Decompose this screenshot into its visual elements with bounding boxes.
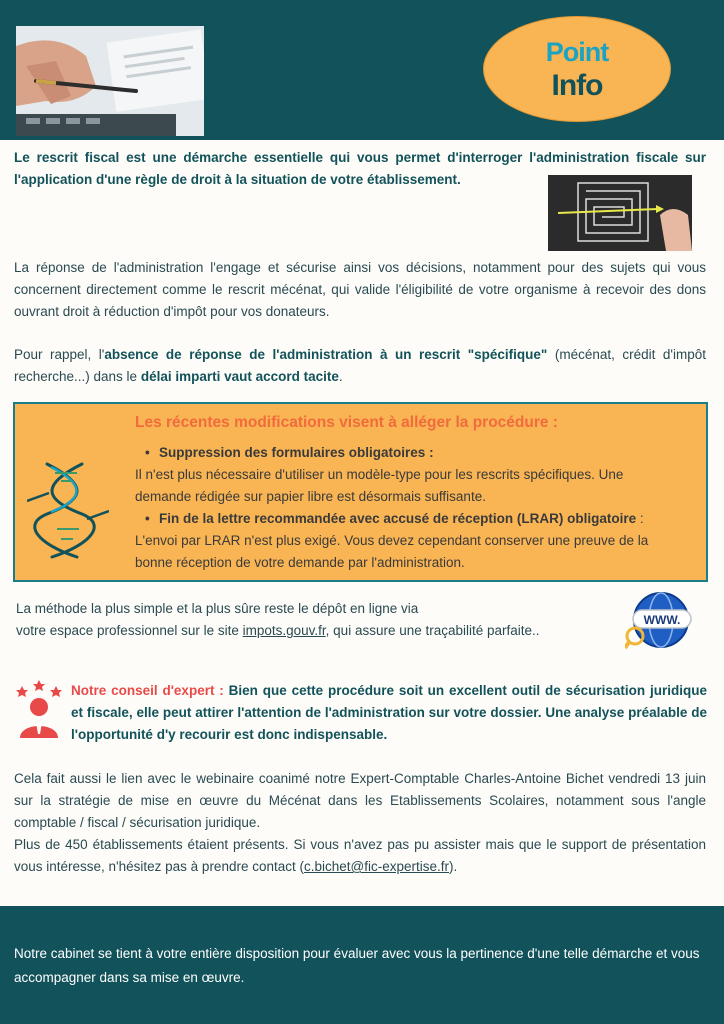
webinar-line-1: Cela fait aussi le lien avec le webinaire coanimé notre Expert-Comptable Charles-Antoine Bichet vendredi 13 juin sur la stratégie de mise en œuvre du Mécénat dans les Etablissements Scolaires, notamment sous l'angle comptable / fiscal / sécurisation juridique. bbox=[14, 771, 706, 830]
method-paragraph bbox=[16, 598, 616, 642]
box-item-2-text: L'envoi par LRAR n'est plus exigé. Vous devez cependant conserver une preuve de la bonne réception de votre demande par l'administration. bbox=[135, 533, 649, 570]
email-link[interactable]: c.bichet@fic-expertise.fr bbox=[304, 859, 449, 874]
header-photo bbox=[16, 26, 204, 136]
reminder-paragraph bbox=[14, 344, 706, 388]
method-line-1: La méthode la plus simple et la plus sûre reste le dépôt en ligne via bbox=[16, 601, 419, 616]
webinar-line-2-before: Plus de 450 établissements étaient présents. Si vous n'avez pas pu assister mais que le support de présentation vous intéresse, n'hésitez pas à prendre contact ( bbox=[14, 837, 706, 874]
reminder-text-1: Pour rappel, l' bbox=[14, 347, 105, 362]
expert-advice-text: Bien que cette procédure soit un excellent outil de sécurisation juridique et fiscale, elle peut attirer l'attention de l'administration sur votre dossier. Une analyse préalable de l'opportunité d'y recourir est donc indispensable. bbox=[71, 683, 707, 742]
webinar-line-2 bbox=[14, 834, 706, 878]
box-item-1-text: Il n'est plus nécessaire d'utiliser un modèle-type pour les rescrits spécifiques. Une demande rédigée sur papier libre est désormais suffisante. bbox=[135, 467, 624, 504]
reminder-bold-2: délai imparti vaut accord tacite bbox=[140, 369, 339, 384]
webinar-paragraph bbox=[14, 768, 706, 878]
www-icon-text: WWW. bbox=[643, 613, 681, 627]
point-info-badge bbox=[483, 16, 671, 122]
expert-advice bbox=[71, 680, 707, 746]
maze-illustration bbox=[548, 175, 692, 251]
header-banner bbox=[0, 0, 724, 140]
method-line-2-before: votre espace professionnel sur le site bbox=[16, 623, 243, 638]
badge-line-1: Point bbox=[545, 37, 609, 67]
box-item-2-suffix: : bbox=[636, 511, 644, 526]
box-body bbox=[135, 442, 680, 574]
response-paragraph: La réponse de l'administration l'engage et sécurise ainsi vos décisions, notamment pour des sujets qui vous concernent directement comme le rescrit mécénat, qui valide l'éligibilité de votre organisme à recevoir des dons ouvrant droit à réduction d'impôt pour vos donateurs. bbox=[14, 260, 706, 319]
box-item-2-title-text: Fin de la lettre recommandée avec accusé de réception (LRAR) obligatoire bbox=[159, 511, 637, 526]
webinar-line-2-after: ). bbox=[449, 859, 458, 874]
dna-icon bbox=[27, 459, 109, 559]
expert-person-icon bbox=[14, 680, 64, 740]
box-item-2-title bbox=[135, 508, 680, 530]
box-title: Les récentes modifications visent à alléger la procédure : bbox=[135, 414, 558, 431]
expert-advice-tag: Notre conseil d'expert : bbox=[71, 683, 224, 698]
footer-text: Notre cabinet se tient à votre entière disposition pour évaluer avec vous la pertinence d'une telle démarche et vous accompagner dans sa mise en œuvre. bbox=[14, 946, 700, 985]
badge-line-2: Info bbox=[551, 69, 603, 102]
reminder-text-3: . bbox=[338, 369, 343, 384]
reminder-text-2: (mécénat, crédit d'impôt recherche...) dans le bbox=[14, 347, 707, 384]
method-line-2-after: , qui assure une traçabilité parfaite.. bbox=[325, 623, 540, 638]
footer-banner bbox=[0, 906, 724, 1024]
www-globe-icon bbox=[625, 590, 693, 650]
impots-link[interactable]: impots.gouv.fr bbox=[242, 623, 326, 638]
reminder-bold-1: absence de réponse de l'administration à un rescrit "spécifique" bbox=[104, 347, 548, 362]
method-line-2 bbox=[16, 620, 616, 642]
box-item-1-title: • Suppression des formulaires obligatoires : bbox=[135, 442, 680, 464]
intro-paragraph: Le rescrit fiscal est une démarche essentielle qui vous permet d'interroger l'administration fiscale sur l'application d'une règle de droit à la situation de votre établissement. bbox=[14, 150, 706, 187]
modifications-box bbox=[13, 402, 708, 582]
